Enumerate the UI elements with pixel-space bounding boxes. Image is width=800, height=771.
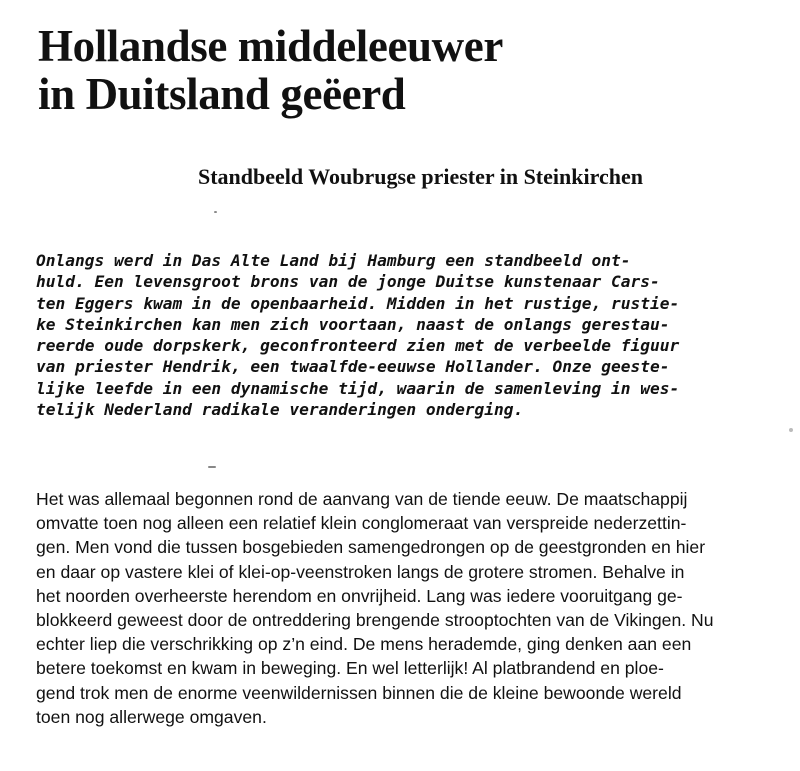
body-line: gend trok men de enorme veenwildernissen binnen die de kleine bewoonde wereld [36, 682, 682, 703]
headline-line: Hollandse middeleeuwer [38, 21, 503, 71]
lead-line: Onlangs werd in Das Alte Land bij Hamburg een standbeeld ont- [36, 251, 631, 270]
body-line: het noorden overheerste herendom en onvrijheid. Lang was iedere vooruitgang ge- [36, 585, 683, 606]
body-line: echter liep die verschrikking op z’n eind. De mens herademde, ging denken aan een [36, 634, 692, 655]
scan-speck [789, 428, 793, 432]
lead-line: reerde oude dorpskerk, geconfronteerd zien met de verbeelde figuur [36, 336, 680, 356]
lead-line: lijke leefde in een dynamische tijd, waarin de samenleving in wes- [36, 378, 680, 398]
scan-speck [214, 211, 217, 213]
body-line: Het was allemaal begonnen rond de aanvang van de tiende eeuw. De maatschappij [36, 489, 688, 509]
body-line: omvatte toen nog alleen een relatief klein conglomeraat van verspreide nederzettin- [36, 513, 687, 534]
body-line: blokkeerd geweest door de ontreddering brengende strooptochten van de Vikingen. Nu [36, 610, 714, 631]
body-line: betere toekomst en kwam in beweging. En wel letterlijk! Al platbrandend en ploe- [36, 658, 664, 679]
headline-line: in Duitsland geëerd [38, 69, 406, 119]
scan-speck [208, 466, 216, 468]
lead-line: ten Eggers kwam in de openbaarheid. Midden in het rustige, rustie- [36, 293, 680, 313]
body-paragraph [36, 487, 776, 729]
lead-line: ke Steinkirchen kan men zich voortaan, naast de onlangs gerestau- [36, 314, 670, 334]
headline [38, 22, 503, 118]
subheadline: Standbeeld Woubrugse priester in Steinkirchen [198, 164, 643, 189]
body-line: en daar op vastere klei of klei-op-veenstroken langs de grotere stromen. Behalve in [36, 561, 685, 582]
body-line: toen nog allerwege omgaven. [36, 706, 267, 727]
lead-line: van priester Hendrik, een twaalfde-eeuwse Hollander. Onze geeste- [36, 357, 670, 377]
body-line: gen. Men vond die tussen bosgebieden samengedrongen op de geestgronden en hier [36, 537, 706, 558]
lead-paragraph [36, 250, 766, 420]
lead-line: huld. Een levensgroot brons van de jonge Duitse kunstenaar Cars- [36, 272, 660, 292]
lead-line: telijk Nederland radikale veranderingen onderging. [36, 400, 524, 420]
